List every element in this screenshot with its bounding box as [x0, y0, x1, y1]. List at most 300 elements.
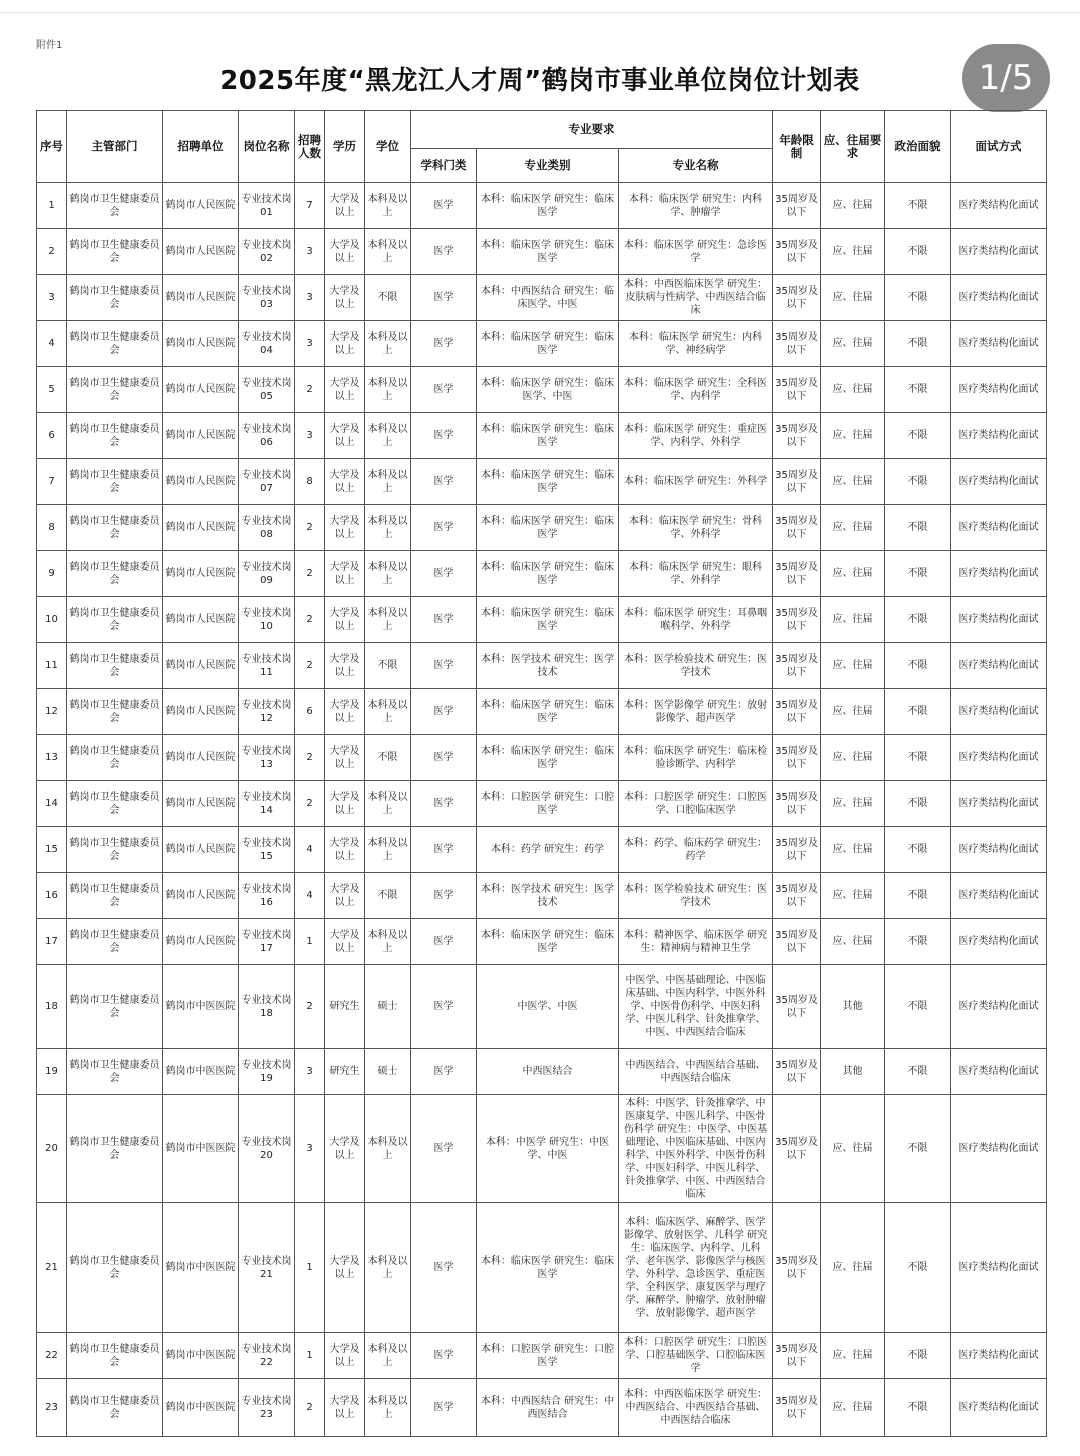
cell-degree: 不限 — [365, 735, 411, 781]
header-post: 岗位名称 — [239, 111, 295, 183]
cell-political: 不限 — [885, 551, 951, 597]
cell-political: 不限 — [885, 1379, 951, 1437]
cell-age: 35周岁及以下 — [773, 965, 821, 1049]
table-row — [37, 965, 1047, 1049]
cell-interview: 医疗类结构化面试 — [951, 827, 1047, 873]
cell-political: 不限 — [885, 873, 951, 919]
cell-interview: 医疗类结构化面试 — [951, 505, 1047, 551]
cell-seq: 5 — [37, 367, 67, 413]
cell-seq: 9 — [37, 551, 67, 597]
cell-dept: 鹤岗市卫生健康委员会 — [67, 551, 163, 597]
cell-subject: 医学 — [411, 689, 477, 735]
cell-unit: 鹤岗市人民医院 — [163, 781, 239, 827]
cell-major: 本科：临床医学 研究生：骨科学、外科学 — [619, 505, 773, 551]
cell-age: 35周岁及以下 — [773, 413, 821, 459]
cell-political: 不限 — [885, 275, 951, 321]
cell-major: 本科：临床医学 研究生：临床检验诊断学、内科学 — [619, 735, 773, 781]
cell-major: 本科：临床医学 研究生：重症医学、内科学、外科学 — [619, 413, 773, 459]
cell-political: 不限 — [885, 643, 951, 689]
cell-subject: 医学 — [411, 873, 477, 919]
cell-category: 本科：临床医学 研究生：临床医学 — [477, 551, 619, 597]
cell-major: 本科：精神医学、临床医学 研究生：精神病与精神卫生学 — [619, 919, 773, 965]
page-title: 2025年度“黑龙江人才周”鹤岗市事业单位岗位计划表 — [220, 66, 860, 96]
table-row — [37, 1203, 1047, 1333]
cell-category: 本科：中医学 研究生：中医学、中医 — [477, 1095, 619, 1203]
cell-major: 本科：临床医学、麻醉学、医学影像学、放射医学、儿科学 研究生：临床医学、内科学、儿科学、老年医学、影像医学与核医学、外科学、急诊医学、重症医学、全科医学、康复医学与理疗学、麻醉学、肿瘤学、放射肿瘤学、放射影像学、超声医学 — [619, 1203, 773, 1333]
header-major: 专业名称 — [619, 149, 773, 183]
header-dept: 主管部门 — [67, 111, 163, 183]
cell-edu: 大学及以上 — [325, 1379, 365, 1437]
cell-count: 3 — [295, 1049, 325, 1095]
cell-edu: 大学及以上 — [325, 505, 365, 551]
cell-dept: 鹤岗市卫生健康委员会 — [67, 873, 163, 919]
cell-subject: 医学 — [411, 1095, 477, 1203]
cell-unit: 鹤岗市人民医院 — [163, 459, 239, 505]
cell-post: 专业技术岗19 — [239, 1049, 295, 1095]
cell-seq: 17 — [37, 919, 67, 965]
cell-grad: 应、往届 — [821, 551, 885, 597]
header-count: 招聘人数 — [295, 111, 325, 183]
cell-category: 中西医结合 — [477, 1049, 619, 1095]
cell-interview: 医疗类结构化面试 — [951, 873, 1047, 919]
cell-category: 本科：口腔医学 研究生：口腔医学 — [477, 781, 619, 827]
cell-age: 35周岁及以下 — [773, 275, 821, 321]
cell-unit: 鹤岗市人民医院 — [163, 689, 239, 735]
cell-major: 本科：临床医学 研究生：全科医学、内科学 — [619, 367, 773, 413]
cell-count: 8 — [295, 459, 325, 505]
cell-grad: 应、往届 — [821, 643, 885, 689]
cell-category: 中医学、中医 — [477, 965, 619, 1049]
cell-edu: 大学及以上 — [325, 413, 365, 459]
cell-degree: 不限 — [365, 275, 411, 321]
cell-political: 不限 — [885, 1333, 951, 1379]
cell-edu: 大学及以上 — [325, 229, 365, 275]
cell-age: 35周岁及以下 — [773, 873, 821, 919]
cell-count: 1 — [295, 919, 325, 965]
cell-seq: 8 — [37, 505, 67, 551]
cell-category: 本科：临床医学 研究生：临床医学 — [477, 597, 619, 643]
cell-major: 本科：口腔医学 研究生：口腔医学、口腔临床医学 — [619, 781, 773, 827]
cell-count: 2 — [295, 505, 325, 551]
cell-post: 专业技术岗08 — [239, 505, 295, 551]
cell-unit: 鹤岗市人民医院 — [163, 321, 239, 367]
header-degree: 学位 — [365, 111, 411, 183]
cell-interview: 医疗类结构化面试 — [951, 919, 1047, 965]
table-row — [37, 459, 1047, 505]
cell-interview: 医疗类结构化面试 — [951, 367, 1047, 413]
cell-political: 不限 — [885, 183, 951, 229]
cell-category: 本科：临床医学 研究生：临床医学、中医 — [477, 367, 619, 413]
cell-edu: 大学及以上 — [325, 1095, 365, 1203]
cell-degree: 本科及以上 — [365, 1333, 411, 1379]
cell-interview: 医疗类结构化面试 — [951, 597, 1047, 643]
cell-dept: 鹤岗市卫生健康委员会 — [67, 367, 163, 413]
cell-major: 本科：临床医学 研究生：眼科学、外科学 — [619, 551, 773, 597]
cell-seq: 6 — [37, 413, 67, 459]
cell-dept: 鹤岗市卫生健康委员会 — [67, 183, 163, 229]
cell-interview: 医疗类结构化面试 — [951, 413, 1047, 459]
table-row — [37, 275, 1047, 321]
cell-count: 2 — [295, 551, 325, 597]
cell-degree: 本科及以上 — [365, 321, 411, 367]
cell-major: 本科：口腔医学 研究生：口腔医学、口腔基础医学、口腔临床医学 — [619, 1333, 773, 1379]
cell-unit: 鹤岗市中医医院 — [163, 1203, 239, 1333]
cell-degree: 本科及以上 — [365, 1095, 411, 1203]
header-unit: 招聘单位 — [163, 111, 239, 183]
header-subject: 学科门类 — [411, 149, 477, 183]
cell-interview: 医疗类结构化面试 — [951, 643, 1047, 689]
cell-interview: 医疗类结构化面试 — [951, 551, 1047, 597]
cell-age: 35周岁及以下 — [773, 183, 821, 229]
cell-edu: 大学及以上 — [325, 183, 365, 229]
cell-dept: 鹤岗市卫生健康委员会 — [67, 229, 163, 275]
cell-political: 不限 — [885, 459, 951, 505]
cell-major: 本科：药学、临床药学 研究生：药学 — [619, 827, 773, 873]
cell-unit: 鹤岗市人民医院 — [163, 551, 239, 597]
cell-subject: 医学 — [411, 827, 477, 873]
cell-dept: 鹤岗市卫生健康委员会 — [67, 459, 163, 505]
cell-major: 本科：临床医学 研究生：外科学 — [619, 459, 773, 505]
cell-subject: 医学 — [411, 643, 477, 689]
cell-major: 本科：医学检验技术 研究生：医学技术 — [619, 873, 773, 919]
cell-edu: 大学及以上 — [325, 551, 365, 597]
cell-degree: 本科及以上 — [365, 1379, 411, 1437]
cell-dept: 鹤岗市卫生健康委员会 — [67, 413, 163, 459]
cell-grad: 应、往届 — [821, 367, 885, 413]
cell-political: 不限 — [885, 1049, 951, 1095]
cell-interview: 医疗类结构化面试 — [951, 183, 1047, 229]
cell-unit: 鹤岗市人民医院 — [163, 229, 239, 275]
cell-interview: 医疗类结构化面试 — [951, 275, 1047, 321]
cell-degree: 本科及以上 — [365, 597, 411, 643]
cell-count: 2 — [295, 781, 325, 827]
cell-major: 本科：中医学、针灸推拿学、中医康复学、中医儿科学、中医骨伤科学 研究生：中医学、中医基础理论、中医临床基础、中医内科学、中医外科学、中医骨伤科学、中医妇科学、中医儿科学、针灸推拿学、中医、中西医结合临床 — [619, 1095, 773, 1203]
cell-unit: 鹤岗市人民医院 — [163, 597, 239, 643]
cell-category: 本科：医学技术 研究生：医学技术 — [477, 873, 619, 919]
cell-edu: 大学及以上 — [325, 597, 365, 643]
cell-unit: 鹤岗市人民医院 — [163, 183, 239, 229]
cell-subject: 医学 — [411, 735, 477, 781]
cell-subject: 医学 — [411, 1333, 477, 1379]
cell-dept: 鹤岗市卫生健康委员会 — [67, 781, 163, 827]
header-interview: 面试方式 — [951, 111, 1047, 183]
cell-age: 35周岁及以下 — [773, 1203, 821, 1333]
cell-major: 本科：临床医学 研究生：耳鼻咽喉科学、外科学 — [619, 597, 773, 643]
cell-edu: 研究生 — [325, 965, 365, 1049]
cell-major: 本科：临床医学 研究生：急诊医学 — [619, 229, 773, 275]
cell-grad: 应、往届 — [821, 781, 885, 827]
cell-dept: 鹤岗市卫生健康委员会 — [67, 1095, 163, 1203]
cell-seq: 11 — [37, 643, 67, 689]
cell-category: 本科：中西医结合 研究生：临床医学、中医 — [477, 275, 619, 321]
cell-age: 35周岁及以下 — [773, 459, 821, 505]
cell-seq: 18 — [37, 965, 67, 1049]
cell-seq: 15 — [37, 827, 67, 873]
header-grad: 应、往届要求 — [821, 111, 885, 183]
cell-age: 35周岁及以下 — [773, 367, 821, 413]
cell-seq: 13 — [37, 735, 67, 781]
cell-age: 35周岁及以下 — [773, 919, 821, 965]
cell-degree: 不限 — [365, 643, 411, 689]
table-row — [37, 1379, 1047, 1437]
table-row — [37, 551, 1047, 597]
cell-category: 本科：临床医学 研究生：临床医学 — [477, 735, 619, 781]
cell-category: 本科：口腔医学 研究生：口腔医学 — [477, 1333, 619, 1379]
cell-age: 35周岁及以下 — [773, 321, 821, 367]
cell-subject: 医学 — [411, 965, 477, 1049]
header-seq: 序号 — [37, 111, 67, 183]
cell-post: 专业技术岗02 — [239, 229, 295, 275]
cell-subject: 医学 — [411, 459, 477, 505]
cell-grad: 应、往届 — [821, 321, 885, 367]
cell-degree: 本科及以上 — [365, 1203, 411, 1333]
cell-subject: 医学 — [411, 505, 477, 551]
cell-count: 3 — [295, 321, 325, 367]
cell-edu: 大学及以上 — [325, 873, 365, 919]
cell-political: 不限 — [885, 1203, 951, 1333]
table-row — [37, 229, 1047, 275]
cell-count: 4 — [295, 873, 325, 919]
cell-seq: 21 — [37, 1203, 67, 1333]
cell-political: 不限 — [885, 827, 951, 873]
cell-post: 专业技术岗03 — [239, 275, 295, 321]
cell-interview: 医疗类结构化面试 — [951, 689, 1047, 735]
cell-edu: 大学及以上 — [325, 643, 365, 689]
cell-interview: 医疗类结构化面试 — [951, 1095, 1047, 1203]
cell-seq: 2 — [37, 229, 67, 275]
cell-post: 专业技术岗04 — [239, 321, 295, 367]
cell-political: 不限 — [885, 1095, 951, 1203]
cell-degree: 本科及以上 — [365, 183, 411, 229]
cell-category: 本科：临床医学 研究生：临床医学 — [477, 505, 619, 551]
cell-unit: 鹤岗市中医医院 — [163, 1049, 239, 1095]
cell-dept: 鹤岗市卫生健康委员会 — [67, 643, 163, 689]
cell-age: 35周岁及以下 — [773, 229, 821, 275]
cell-major: 本科：医学影像学 研究生：放射影像学、超声医学 — [619, 689, 773, 735]
cell-edu: 大学及以上 — [325, 459, 365, 505]
cell-subject: 医学 — [411, 275, 477, 321]
cell-degree: 本科及以上 — [365, 505, 411, 551]
cell-unit: 鹤岗市人民医院 — [163, 367, 239, 413]
cell-unit: 鹤岗市人民医院 — [163, 735, 239, 781]
cell-unit: 鹤岗市人民医院 — [163, 643, 239, 689]
cell-political: 不限 — [885, 505, 951, 551]
cell-category: 本科：医学技术 研究生：医学技术 — [477, 643, 619, 689]
cell-degree: 硕士 — [365, 1049, 411, 1095]
cell-category: 本科：中西医结合 研究生：中西医结合 — [477, 1379, 619, 1437]
cell-age: 35周岁及以下 — [773, 551, 821, 597]
cell-count: 3 — [295, 275, 325, 321]
cell-interview: 医疗类结构化面试 — [951, 321, 1047, 367]
cell-count: 2 — [295, 367, 325, 413]
cell-count: 7 — [295, 183, 325, 229]
cell-dept: 鹤岗市卫生健康委员会 — [67, 919, 163, 965]
cell-subject: 医学 — [411, 321, 477, 367]
cell-grad: 应、往届 — [821, 735, 885, 781]
cell-degree: 本科及以上 — [365, 229, 411, 275]
cell-count: 2 — [295, 965, 325, 1049]
cell-post: 专业技术岗13 — [239, 735, 295, 781]
cell-post: 专业技术岗05 — [239, 367, 295, 413]
cell-post: 专业技术岗11 — [239, 643, 295, 689]
header-political: 政治面貌 — [885, 111, 951, 183]
cell-edu: 大学及以上 — [325, 275, 365, 321]
cell-post: 专业技术岗01 — [239, 183, 295, 229]
cell-grad: 其他 — [821, 1049, 885, 1095]
cell-grad: 应、往届 — [821, 1333, 885, 1379]
cell-subject: 医学 — [411, 551, 477, 597]
cell-count: 2 — [295, 1379, 325, 1437]
cell-post: 专业技术岗06 — [239, 413, 295, 459]
cell-unit: 鹤岗市人民医院 — [163, 505, 239, 551]
cell-post: 专业技术岗23 — [239, 1379, 295, 1437]
table-row — [37, 781, 1047, 827]
cell-seq: 19 — [37, 1049, 67, 1095]
cell-edu: 研究生 — [325, 1049, 365, 1095]
cell-age: 35周岁及以下 — [773, 1379, 821, 1437]
cell-count: 4 — [295, 827, 325, 873]
table-row — [37, 873, 1047, 919]
header-category: 专业类别 — [477, 149, 619, 183]
table-row — [37, 1333, 1047, 1379]
cell-interview: 医疗类结构化面试 — [951, 1049, 1047, 1095]
cell-seq: 12 — [37, 689, 67, 735]
cell-category: 本科：药学 研究生：药学 — [477, 827, 619, 873]
cell-edu: 大学及以上 — [325, 321, 365, 367]
cell-edu: 大学及以上 — [325, 827, 365, 873]
cell-dept: 鹤岗市卫生健康委员会 — [67, 1203, 163, 1333]
cell-subject: 医学 — [411, 183, 477, 229]
cell-grad: 应、往届 — [821, 919, 885, 965]
cell-degree: 本科及以上 — [365, 689, 411, 735]
cell-count: 2 — [295, 643, 325, 689]
cell-age: 35周岁及以下 — [773, 781, 821, 827]
cell-age: 35周岁及以下 — [773, 643, 821, 689]
cell-grad: 应、往届 — [821, 229, 885, 275]
cell-dept: 鹤岗市卫生健康委员会 — [67, 505, 163, 551]
cell-political: 不限 — [885, 689, 951, 735]
cell-grad: 应、往届 — [821, 689, 885, 735]
header-major-req: 专业要求 — [411, 111, 773, 149]
cell-seq: 10 — [37, 597, 67, 643]
cell-age: 35周岁及以下 — [773, 827, 821, 873]
cell-seq: 4 — [37, 321, 67, 367]
cell-edu: 大学及以上 — [325, 1203, 365, 1333]
cell-count: 6 — [295, 689, 325, 735]
cell-degree: 本科及以上 — [365, 459, 411, 505]
page-indicator[interactable]: 1/5 — [962, 44, 1050, 112]
cell-post: 专业技术岗07 — [239, 459, 295, 505]
cell-age: 35周岁及以下 — [773, 689, 821, 735]
cell-degree: 不限 — [365, 873, 411, 919]
table-row — [37, 919, 1047, 965]
cell-edu: 大学及以上 — [325, 367, 365, 413]
cell-post: 专业技术岗17 — [239, 919, 295, 965]
cell-degree: 本科及以上 — [365, 781, 411, 827]
cell-unit: 鹤岗市人民医院 — [163, 827, 239, 873]
cell-post: 专业技术岗18 — [239, 965, 295, 1049]
cell-age: 35周岁及以下 — [773, 1333, 821, 1379]
cell-degree: 本科及以上 — [365, 413, 411, 459]
cell-subject: 医学 — [411, 367, 477, 413]
cell-post: 专业技术岗12 — [239, 689, 295, 735]
cell-grad: 应、往届 — [821, 459, 885, 505]
cell-grad: 应、往届 — [821, 597, 885, 643]
cell-grad: 应、往届 — [821, 1095, 885, 1203]
cell-interview: 医疗类结构化面试 — [951, 965, 1047, 1049]
cell-seq: 7 — [37, 459, 67, 505]
cell-subject: 医学 — [411, 413, 477, 459]
cell-interview: 医疗类结构化面试 — [951, 781, 1047, 827]
cell-dept: 鹤岗市卫生健康委员会 — [67, 827, 163, 873]
cell-dept: 鹤岗市卫生健康委员会 — [67, 689, 163, 735]
cell-count: 2 — [295, 735, 325, 781]
cell-post: 专业技术岗10 — [239, 597, 295, 643]
cell-seq: 14 — [37, 781, 67, 827]
table-row — [37, 643, 1047, 689]
cell-degree: 本科及以上 — [365, 551, 411, 597]
cell-dept: 鹤岗市卫生健康委员会 — [67, 1333, 163, 1379]
cell-seq: 20 — [37, 1095, 67, 1203]
table-row — [37, 597, 1047, 643]
header-edu: 学历 — [325, 111, 365, 183]
header-age: 年龄限制 — [773, 111, 821, 183]
cell-count: 1 — [295, 1203, 325, 1333]
cell-subject: 医学 — [411, 1203, 477, 1333]
cell-seq: 1 — [37, 183, 67, 229]
cell-political: 不限 — [885, 781, 951, 827]
cell-political: 不限 — [885, 321, 951, 367]
top-divider — [0, 12, 1080, 13]
cell-major: 中西医结合、中西医结合基础、中西医结合临床 — [619, 1049, 773, 1095]
cell-subject: 医学 — [411, 919, 477, 965]
cell-political: 不限 — [885, 413, 951, 459]
cell-degree: 本科及以上 — [365, 919, 411, 965]
cell-seq: 22 — [37, 1333, 67, 1379]
cell-dept: 鹤岗市卫生健康委员会 — [67, 1049, 163, 1095]
cell-category: 本科：临床医学 研究生：临床医学 — [477, 689, 619, 735]
table-row — [37, 321, 1047, 367]
cell-interview: 医疗类结构化面试 — [951, 229, 1047, 275]
cell-count: 1 — [295, 1333, 325, 1379]
table-row — [37, 183, 1047, 229]
cell-category: 本科：临床医学 研究生：临床医学 — [477, 413, 619, 459]
cell-count: 2 — [295, 597, 325, 643]
cell-edu: 大学及以上 — [325, 689, 365, 735]
cell-major: 本科：中西医临床医学 研究生：皮肤病与性病学、中西医结合临床 — [619, 275, 773, 321]
cell-edu: 大学及以上 — [325, 781, 365, 827]
table-row — [37, 827, 1047, 873]
cell-post: 专业技术岗16 — [239, 873, 295, 919]
cell-category: 本科：临床医学 研究生：临床医学 — [477, 229, 619, 275]
cell-unit: 鹤岗市中医医院 — [163, 1379, 239, 1437]
cell-grad: 应、往届 — [821, 1379, 885, 1437]
cell-grad: 应、往届 — [821, 1203, 885, 1333]
table-row — [37, 1049, 1047, 1095]
cell-dept: 鹤岗市卫生健康委员会 — [67, 1379, 163, 1437]
cell-age: 35周岁及以下 — [773, 597, 821, 643]
cell-subject: 医学 — [411, 1049, 477, 1095]
cell-grad: 应、往届 — [821, 275, 885, 321]
cell-grad: 应、往届 — [821, 873, 885, 919]
cell-political: 不限 — [885, 735, 951, 781]
cell-grad: 其他 — [821, 965, 885, 1049]
cell-age: 35周岁及以下 — [773, 735, 821, 781]
cell-grad: 应、往届 — [821, 505, 885, 551]
cell-major: 本科：临床医学 研究生：内科学、神经病学 — [619, 321, 773, 367]
cell-dept: 鹤岗市卫生健康委员会 — [67, 735, 163, 781]
cell-subject: 医学 — [411, 781, 477, 827]
